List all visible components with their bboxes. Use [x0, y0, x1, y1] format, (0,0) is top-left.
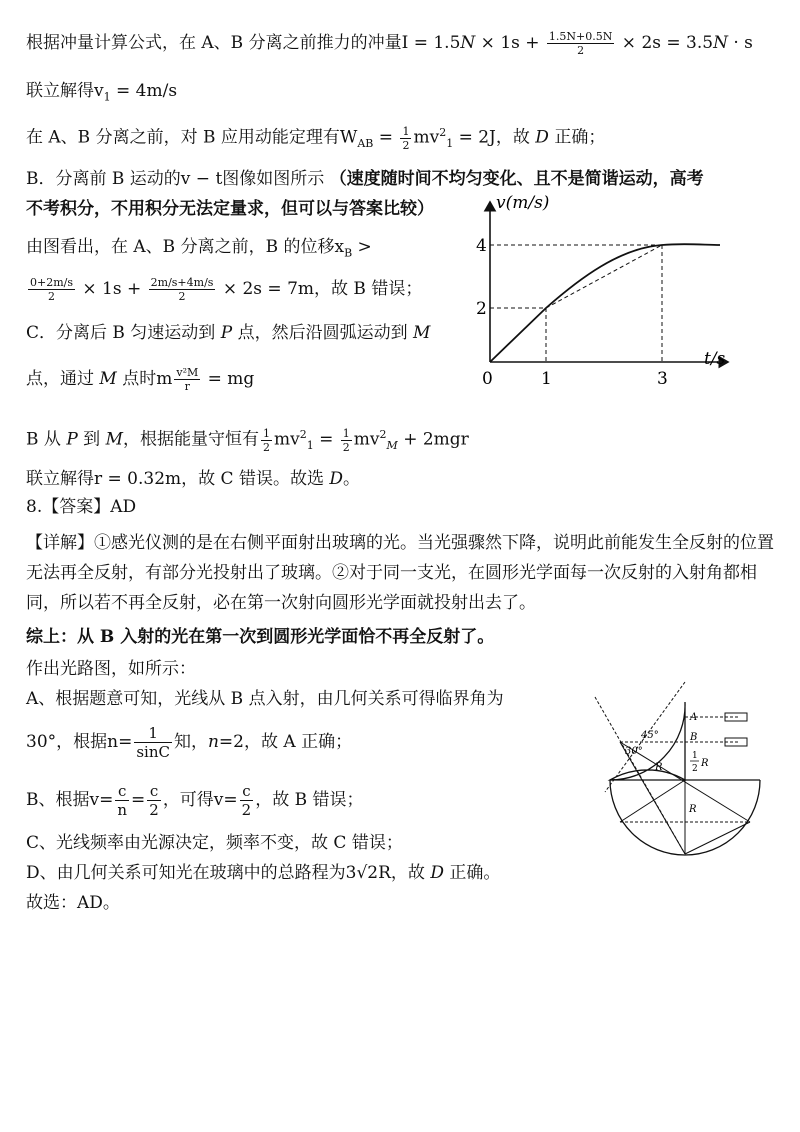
radius-label: R	[655, 762, 663, 773]
text: 正确。	[443, 863, 501, 883]
point-a-label: A	[690, 712, 698, 723]
denominator: sinC	[136, 743, 170, 761]
text: M	[105, 429, 123, 450]
y-tick-4: 4	[476, 236, 487, 256]
text: 。	[343, 469, 361, 489]
denominator: 2	[241, 801, 252, 819]
ray-line	[685, 822, 750, 854]
fraction	[547, 30, 614, 57]
velocity-curve	[490, 244, 720, 362]
ray-line	[620, 742, 685, 854]
text: 8.【答案】AD	[26, 497, 137, 517]
denominator: 2	[48, 290, 55, 303]
text: 30°，根据n=	[26, 732, 133, 752]
text: =2，故 A 正确；	[218, 732, 353, 752]
option-c-line	[26, 320, 430, 346]
fraction	[28, 276, 75, 303]
text: C．分离后 B 匀速运动到	[26, 323, 221, 343]
text: D、由几何关系可知光在玻璃中的总路程为3√2R，故	[26, 863, 431, 883]
velocity-result-line	[26, 78, 177, 110]
subscript: AB	[357, 137, 374, 151]
text: =	[373, 127, 399, 148]
refractive-index-line	[26, 724, 352, 761]
impulse-line	[26, 30, 753, 57]
text: 故选：AD。	[26, 893, 120, 913]
numerator: 1.5N+0.5N	[548, 30, 613, 43]
numerator: c	[240, 782, 254, 801]
text: 联立解得r = 0.32m，故 C 错误。故选	[26, 469, 330, 489]
text: · s	[727, 33, 753, 53]
answer-heading	[26, 494, 136, 520]
text: 点，然后沿圆弧运动到	[232, 323, 413, 343]
fraction	[174, 366, 200, 393]
text: =	[131, 790, 146, 810]
fraction	[134, 724, 172, 761]
c-conclusion-line	[26, 466, 360, 492]
x-tick-0: 0	[482, 369, 493, 389]
text: A、根据题意可知，光线从 B 点入射，由几何关系可得临界角为	[26, 689, 504, 709]
ray-line	[620, 780, 685, 822]
text: =	[313, 429, 339, 450]
denominator: n	[117, 801, 128, 819]
angle-45-label: 45°	[641, 730, 659, 741]
text: M	[412, 323, 431, 343]
detail-paragraph	[26, 528, 776, 618]
text: = 2J，故	[453, 127, 536, 148]
text: + 2mgr	[397, 429, 469, 450]
angle-30-label: 30°	[625, 746, 643, 757]
subscript: 1	[306, 439, 314, 453]
path-length-line	[26, 860, 500, 886]
optics-diagram	[575, 672, 775, 872]
final-answer-line	[26, 890, 120, 916]
text: mv	[353, 429, 380, 450]
text: 【详解】①感光仪测的是在右侧平面射出玻璃的光。当光强骤然下降，说明此前能发生全反射的位置无法再全反射，有部分光投射出了玻璃。②对于同一支光，在圆形光学面每一次反射的入射角都相同，所以若不再全反射，必在第一次射向圆形光学面就投射出去了。	[26, 533, 774, 613]
energy-conservation-line	[26, 422, 469, 459]
radius-label: R	[689, 804, 697, 815]
fraction	[240, 782, 254, 819]
text: B、根据v=	[26, 790, 114, 810]
text: 在 A、B 分离之前，对 B 应用动能定理有W	[26, 127, 358, 148]
text: D	[430, 863, 444, 883]
text: 作出光路图，如所示：	[26, 659, 196, 679]
denominator: 2	[402, 138, 410, 152]
denominator: 2	[149, 801, 159, 819]
text: N	[713, 33, 728, 53]
y-axis-label: v(m/s)	[496, 193, 550, 213]
x-axis-label: t/s	[704, 349, 726, 369]
text: P	[66, 429, 78, 450]
optics-intro-line	[26, 656, 196, 682]
dashed-guide	[546, 245, 662, 308]
half-r-label: R	[701, 758, 709, 769]
text: ，可得v=	[162, 790, 238, 810]
denominator: 2	[178, 290, 186, 303]
text: B．分离前 B 运动的v − t图像如图所示	[26, 169, 330, 189]
frequency-line	[26, 830, 403, 856]
x-tick-3: 3	[657, 369, 668, 389]
v-t-graph	[470, 188, 740, 398]
text: = 4m/s	[110, 81, 178, 101]
summary-line	[26, 624, 494, 650]
text: × 1s +	[77, 279, 147, 299]
text: C、光线频率由光源决定，频率不变，故 C 错误；	[26, 833, 403, 853]
text: 知，	[173, 732, 208, 752]
text: mv	[274, 429, 300, 450]
fraction	[115, 782, 129, 819]
text: × 2s = 3.5	[616, 33, 714, 53]
numerator: c	[115, 782, 129, 801]
y-tick-2: 2	[476, 299, 487, 319]
text: B 从	[26, 429, 67, 450]
fraction	[341, 427, 352, 454]
text: P	[220, 323, 233, 343]
half-denominator: 2	[692, 764, 698, 774]
denominator: 2	[263, 440, 270, 454]
text: 综上：从 B 入射的光在第一次到圆形光学面恰不再全反射了。	[26, 627, 495, 647]
speed-line	[26, 782, 364, 819]
text: >	[352, 237, 372, 257]
denominator: r	[184, 380, 190, 393]
bold-note: （速度随时间不均匀变化、且不是简谐运动，高考	[329, 169, 704, 189]
text: 由图看出，在 A、B 分离之前，B 的位移x	[26, 237, 345, 257]
text: 正确；	[548, 127, 606, 148]
point-b-label: B	[690, 732, 698, 743]
fraction	[400, 125, 411, 152]
numerator: 1	[402, 124, 410, 138]
numerator: 0+2m/s	[30, 276, 73, 289]
numerator: 2m/s+4m/s	[150, 276, 214, 289]
numerator: 1	[134, 724, 172, 743]
numerator: 1	[342, 426, 350, 440]
glass-upper	[610, 702, 685, 780]
text: × 2s = 7m，故 B 错误；	[217, 279, 423, 299]
circular-motion-line	[26, 366, 254, 393]
text: 不考积分，不用积分无法定量求，但可以与答案比较）	[26, 199, 434, 219]
text: D	[329, 469, 344, 489]
option-a-line	[26, 686, 504, 712]
fraction	[149, 276, 216, 303]
fraction	[261, 427, 272, 454]
denominator: 2	[577, 44, 585, 57]
numerator: c	[147, 782, 161, 801]
text: 到	[77, 429, 106, 450]
subscript: M	[386, 439, 398, 453]
text: = mg	[202, 369, 255, 389]
bold-note-continued	[26, 196, 434, 222]
fraction	[147, 782, 161, 819]
text: M	[99, 369, 117, 389]
subscript: B	[344, 246, 353, 260]
displacement-calc-line	[26, 276, 422, 303]
subscript: 1	[446, 137, 454, 151]
subscript: 1	[103, 90, 111, 104]
numerator: v²M	[176, 366, 199, 379]
work-energy-line	[26, 120, 605, 157]
text: D	[535, 127, 549, 148]
text: ，根据能量守恒有	[123, 429, 259, 450]
text: × 1s +	[475, 33, 545, 53]
text: 根据冲量计算公式，在 A、B 分离之前推力的冲量I = 1.5	[26, 33, 461, 53]
displacement-line	[26, 234, 372, 266]
superscript: 2	[439, 126, 447, 139]
text: N	[460, 33, 476, 53]
x-tick-1: 1	[541, 369, 552, 389]
superscript: 2	[299, 428, 307, 441]
text: 联立解得v	[26, 81, 104, 101]
text: n	[207, 732, 219, 752]
denominator: 2	[342, 440, 350, 454]
text: mv	[413, 127, 440, 148]
half-numerator: 1	[692, 751, 698, 761]
superscript: 2	[379, 428, 387, 441]
text: 点时m	[116, 369, 173, 389]
text: 点，通过	[26, 369, 100, 389]
numerator: 1	[263, 426, 270, 440]
text: ，故 B 错误；	[255, 790, 364, 810]
